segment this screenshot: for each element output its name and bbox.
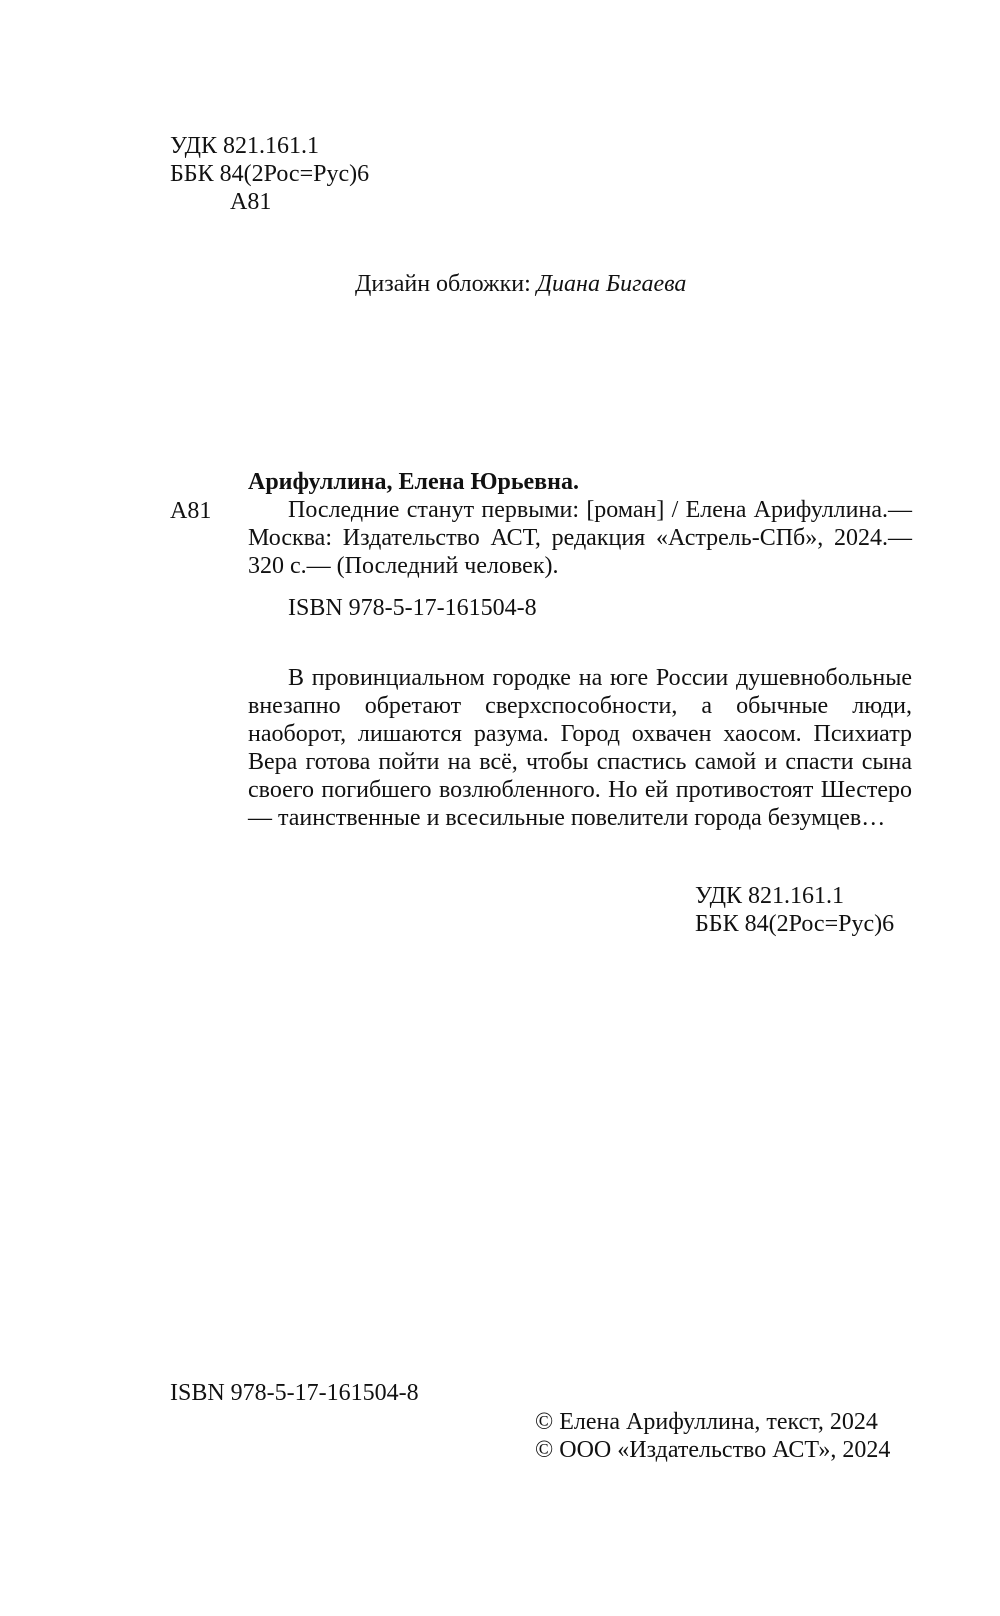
isbn-bottom: ISBN 978-5-17-161504-8 xyxy=(170,1380,419,1406)
entry-description: Последние станут первыми: [роман] / Елена Арифуллина.— Москва: Издательство АСТ, редакция «Астрель-СПб», 2024.— 320 с.— (Последний человек). xyxy=(248,497,912,579)
bbk-code: ББК 84(2Рос=Рус)6 xyxy=(170,161,370,187)
udk-code: УДК 821.161.1 xyxy=(170,133,319,159)
book-annotation: В провинциальном городке на юге России душевнобольные внезапно обретают сверхспособности, а обычные люди, наоборот, лишаются разума. Город охвачен хаосом. Психиатр Вера готова пойти на всё, чтобы спастись самой и спасти сына своего погибшего возлюбленного. Но ей противостоят Шестеро — таинственные и всесильные повелители города безумцев… xyxy=(248,665,912,831)
entry-isbn: ISBN 978-5-17-161504-8 xyxy=(288,595,537,621)
top-classification-codes xyxy=(170,132,369,216)
bbk-code-bottom: ББК 84(2Рос=Рус)6 xyxy=(695,911,895,937)
copyright-block xyxy=(535,1408,890,1464)
copyright-text: © Елена Арифуллина, текст, 2024 xyxy=(535,1409,878,1435)
entry-author-mark: А81 xyxy=(170,498,212,524)
author-mark: А81 xyxy=(230,189,272,215)
bottom-classification-codes xyxy=(695,882,894,938)
entry-author: Арифуллина, Елена Юрьевна. xyxy=(248,469,579,495)
cover-design-credit xyxy=(355,270,686,298)
bibliographic-entry xyxy=(248,468,912,622)
cover-designer-name: Диана Бигаева xyxy=(536,271,687,297)
cover-design-label: Дизайн обложки: xyxy=(355,271,531,297)
copyright-publisher: © ООО «Издательство АСТ», 2024 xyxy=(535,1437,891,1463)
udk-code-bottom: УДК 821.161.1 xyxy=(695,883,844,909)
